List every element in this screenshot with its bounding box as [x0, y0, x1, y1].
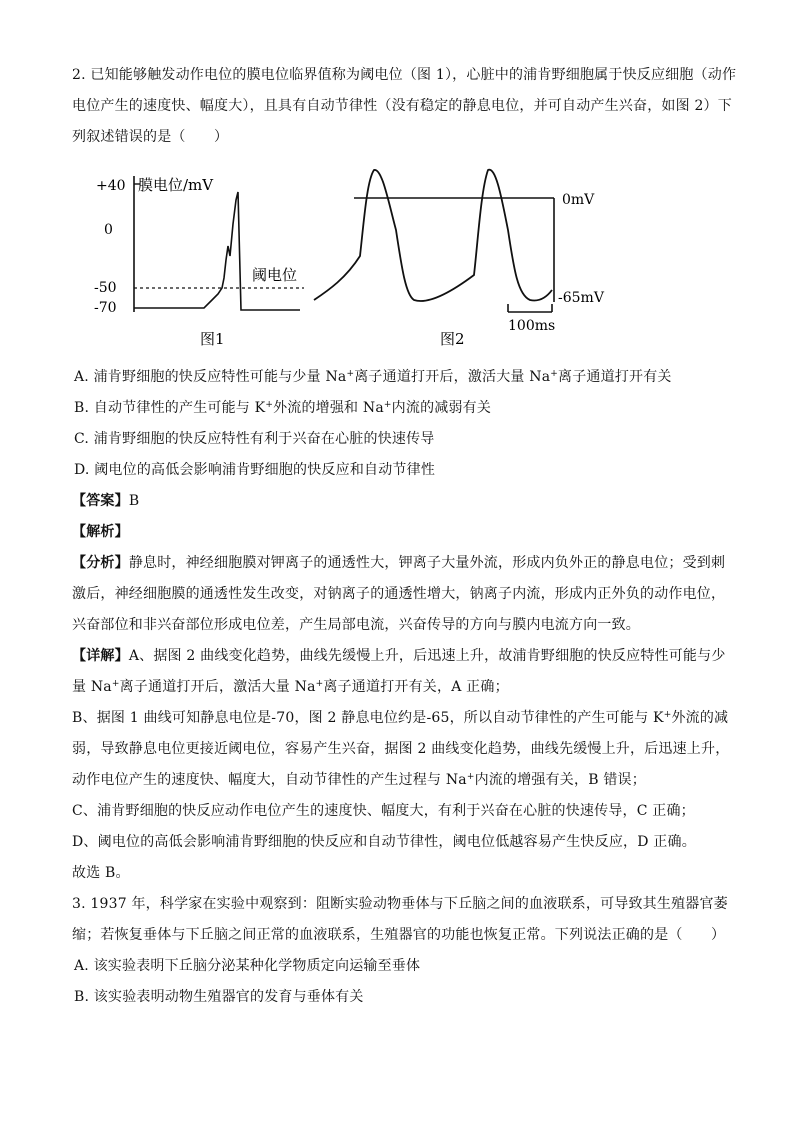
q2-xiangjie-line-2: 量 Na+离子通道打开后，激活大量 Na+离子通道打开有关，A 正确； [72, 679, 509, 695]
q2-xiangjie-line-4: 弱，导致静息电位更接近阈电位，容易产生兴奋，据图 2 曲线变化趋势，曲线先缓慢上升，后迅速上升， [72, 741, 730, 757]
q2-fenxi-line-2: 激后，神经细胞膜的通透性发生改变，对钠离子的通透性增大，钠离子内流，形成内正外负的动作电位， [72, 586, 726, 602]
q3-option-a: A. 该实验表明下丘脑分泌某种化学物质定向运输至垂体 [74, 958, 421, 974]
fig1-tick-minus70: -70 [94, 300, 117, 316]
q2-option-c: C. 浦肯野细胞的快反应特性有利于兴奋在心脏的快速传导 [74, 431, 435, 447]
q2-xiangjie-line-5: 动作电位产生的速度快、幅度大，自动节律性的产生过程与 Na+内流的增强有关，B 错误； [72, 772, 646, 788]
q2-stem-line-2: 电位产生的速度快、幅度大），且具有自动节律性（没有稳定的静息电位，并可自动产生兴奋，如图 2）下 [72, 98, 732, 114]
q2-option-b: B. 自动节律性的产生可能与 K+外流的增强和 Na+内流的减弱有关 [74, 400, 492, 416]
q2-xiangjie-line-6: C、浦肯野细胞的快反应动作电位产生的速度快、幅度大，有利于兴奋在心脏的快速传导，C 正确； [72, 803, 695, 819]
fig1-tick-0: 0 [104, 222, 113, 238]
q2-fenxi-line-3: 兴奋部位和非兴奋部位形成电位差，产生局部电流，兴奋传导的方向与膜内电流方向一致。 [72, 617, 640, 633]
fig1-tick-plus40: +40 [96, 178, 126, 194]
q2-xiangjie-line-7: D、阈电位的高低会影响浦肯野细胞的快反应和自动节律性，阈电位低越容易产生快反应，D 正确。 [72, 834, 696, 850]
fig2-action-potential-curve [314, 170, 552, 301]
fig1-y-axis-label: 膜电位/mV [138, 176, 214, 194]
q3-stem-line-2: 缩；若恢复垂体与下丘脑之间正常的血液联系，生殖器官的功能也恢复正常。下列说法正确的是（ ） [72, 927, 726, 943]
fig1-caption: 图1 [200, 330, 225, 348]
q2-stem-line-1: 2. 已知能够触发动作电位的膜电位临界值称为阈电位（图 1），心脏中的浦肯野细胞属于快反应细胞（动作 [72, 67, 737, 83]
q2-fenxi-line-1: 【分析】静息时，神经细胞膜对钾离子的通透性大，钾离子大量外流，形成内负外正的静息电位；受到刺 [72, 555, 726, 571]
fig2-caption: 图2 [440, 330, 465, 348]
fig1-threshold-label: 阈电位 [252, 266, 298, 284]
q2-xiangjie-line-1: 【详解】A、据图 2 曲线变化趋势，曲线先缓慢上升，后迅速上升，故浦肯野细胞的快反应特性可能与少 [72, 648, 726, 664]
fig1-tick-minus50: -50 [94, 280, 117, 296]
answer-tag: 【答案】 [72, 493, 129, 509]
q2-options-and-solution [72, 362, 728, 1013]
q2-answer [72, 486, 728, 517]
figure-2 [314, 170, 605, 348]
q3-stem-line-1: 3. 1937 年，科学家在实验中观察到：阻断实验动物垂体与下丘脑之间的血液联系，可导致其生殖器官萎 [72, 896, 728, 912]
fig2-label-0mv: 0mV [562, 192, 595, 208]
q2-stem-line-3: 列叙述错误的是（ ） [72, 129, 229, 145]
answer-value: B [128, 493, 140, 509]
figure-1 [94, 176, 304, 348]
q2-conclusion: 故选 B。 [72, 865, 130, 881]
fig1-action-potential-curve [134, 192, 300, 310]
q2-figures [84, 160, 624, 360]
question-page [72, 60, 737, 153]
q3-option-b: B. 该实验表明动物生殖器官的发育与垂体有关 [74, 989, 364, 1005]
fig2-scale-label: 100ms [508, 318, 556, 334]
q2-xiangjie-line-3: B、据图 1 曲线可知静息电位是-70，图 2 静息电位约是-65，所以自动节律性的产生可能与 K+外流的减 [72, 710, 729, 726]
q2-option-a: A. 浦肯野细胞的快反应特性可能与少量 Na+离子通道打开后，激活大量 Na+离子通道打开有关 [74, 369, 672, 385]
fig2-label-minus65mv: -65mV [558, 290, 604, 306]
q2-option-d: D. 阈电位的高低会影响浦肯野细胞的快反应和自动节律性 [74, 462, 436, 478]
q2-analysis-tag: 【解析】 [72, 524, 129, 540]
